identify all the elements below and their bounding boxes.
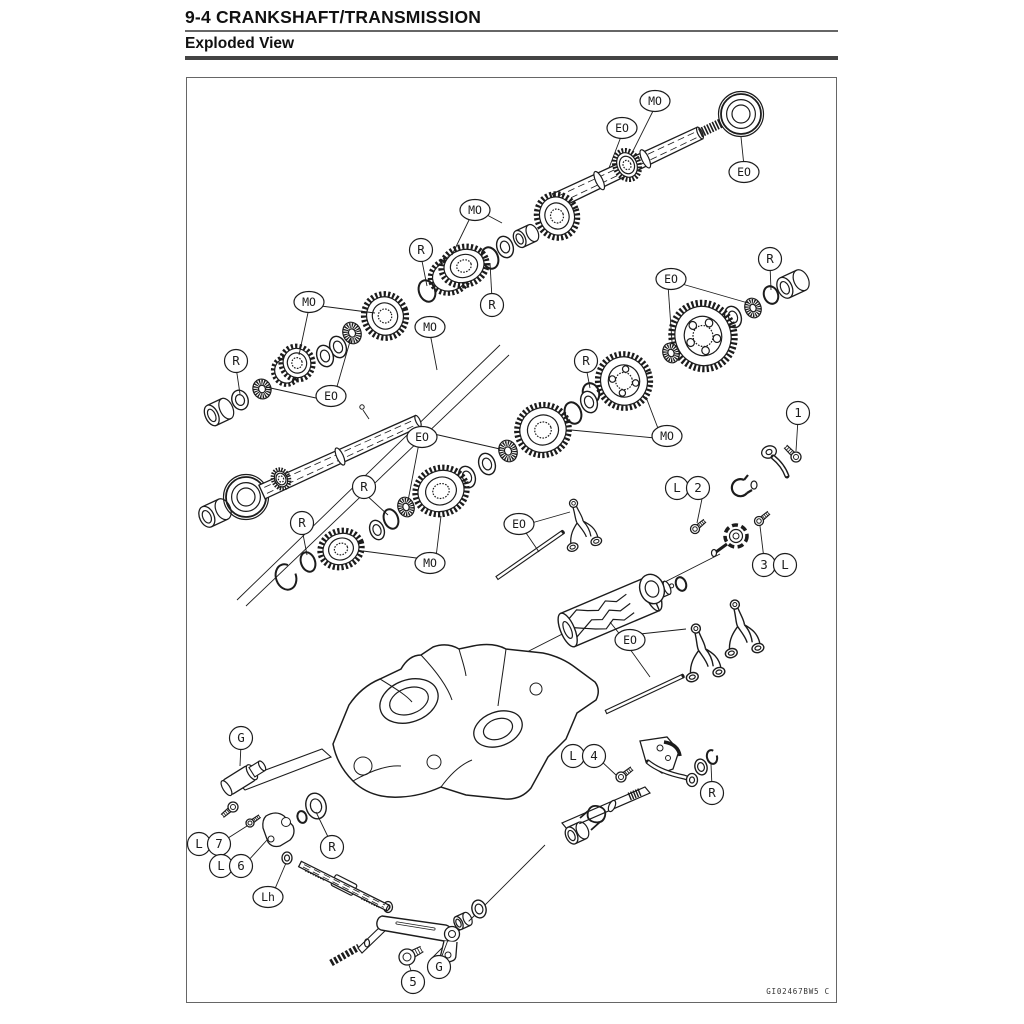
stopper-lever — [263, 813, 294, 864]
callout-bubble — [774, 554, 797, 577]
callout-label: MO — [468, 203, 482, 217]
callout-bubble — [410, 239, 433, 262]
callout-label: EO — [615, 121, 629, 135]
bushing — [774, 267, 813, 301]
callout-label: L — [195, 836, 203, 851]
callout-label: R — [766, 251, 774, 266]
callout-label: EO — [623, 633, 637, 647]
shift-fork — [712, 596, 764, 661]
bolt — [755, 511, 771, 525]
washer — [693, 758, 709, 777]
bolt — [784, 445, 801, 462]
callout-label: 7 — [215, 836, 223, 851]
callout-bubble — [230, 855, 253, 878]
shift-rod — [605, 674, 684, 714]
callout-bubble — [666, 477, 689, 500]
bolt — [616, 767, 633, 782]
callout-label: EO — [512, 517, 526, 531]
bolt — [246, 815, 261, 827]
callout-label: L — [781, 557, 789, 572]
callout-label: 5 — [409, 974, 417, 989]
callout-label: 1 — [794, 405, 802, 420]
callout-bubble — [687, 477, 710, 500]
washer — [470, 898, 488, 919]
callout-label: L — [673, 480, 681, 495]
bolt — [691, 519, 707, 533]
callout-label: EO — [324, 389, 338, 403]
callout-label: G — [237, 730, 245, 745]
callout-bubble — [225, 350, 248, 373]
gear — [590, 347, 657, 416]
callout-bubble — [407, 427, 437, 448]
callout-bubble — [402, 971, 425, 994]
callout-label: MO — [302, 295, 316, 309]
snap-ring — [272, 561, 300, 592]
callout-label: Lh — [261, 890, 275, 904]
callout-bubble — [481, 294, 504, 317]
callout-bubble — [428, 956, 451, 979]
callout-label: R — [708, 785, 716, 800]
callout-bubble — [353, 476, 376, 499]
callout-bubble — [253, 887, 283, 908]
callout-bubble — [759, 248, 782, 271]
callout-label: MO — [423, 556, 437, 570]
callout-bubble — [321, 836, 344, 859]
leader-lines — [225, 107, 798, 976]
callout-bubble — [504, 514, 534, 535]
callout-bubble — [415, 553, 445, 574]
callout-label: G — [435, 959, 443, 974]
callout-label: R — [360, 479, 368, 494]
shift-fork — [553, 495, 602, 555]
needle-bearing — [742, 296, 764, 320]
figure-code: GI02467BW5 C — [766, 987, 830, 996]
callout-label: R — [417, 242, 425, 257]
callout-bubble — [656, 269, 686, 290]
callout-bubble — [294, 292, 324, 313]
callout-bubble — [753, 554, 776, 577]
detent-assembly — [712, 444, 788, 557]
callout-label: R — [488, 297, 496, 312]
crankcase-half — [236, 645, 598, 800]
needle-bearing — [250, 377, 274, 402]
callout-label: L — [217, 858, 225, 873]
page-title: 9-4 CRANKSHAFT/TRANSMISSION — [185, 7, 482, 27]
callout-label: 3 — [760, 557, 768, 572]
bolt — [399, 946, 423, 965]
ball-bearing — [719, 92, 764, 137]
callout-bubble — [787, 402, 810, 425]
callout-bubble — [208, 833, 231, 856]
callout-label: R — [582, 353, 590, 368]
snap-ring — [296, 810, 308, 824]
callout-label: MO — [660, 429, 674, 443]
shift-rod — [496, 530, 565, 579]
callout-label: 6 — [237, 858, 245, 873]
callout-bubble — [652, 426, 682, 447]
callout-label: MO — [423, 320, 437, 334]
bushing — [511, 223, 541, 250]
callout-bubble — [230, 727, 253, 750]
callout-bubble — [607, 118, 637, 139]
callout-label: EO — [664, 272, 678, 286]
section-title: Exploded View — [185, 35, 295, 52]
callout-bubble — [316, 386, 346, 407]
callout-bubble — [640, 91, 670, 112]
callout-bubble — [460, 200, 490, 221]
callout-bubble — [575, 350, 598, 373]
washer — [476, 451, 499, 477]
callout-bubble — [615, 630, 645, 651]
snap-ring — [674, 576, 688, 593]
callout-label: EO — [737, 165, 751, 179]
shaft — [299, 861, 391, 911]
bolt — [221, 802, 238, 817]
callout-label: EO — [415, 430, 429, 444]
callout-label: 4 — [590, 748, 598, 763]
callout-bubble — [415, 317, 445, 338]
callout-bubble — [291, 512, 314, 535]
gear — [358, 288, 413, 344]
ball-bearing — [224, 475, 269, 520]
callout-label: R — [232, 353, 240, 368]
callout-label: R — [298, 515, 306, 530]
callout-bubble — [701, 782, 724, 805]
callout-label: L — [569, 748, 577, 763]
callout-label: 2 — [694, 480, 702, 495]
callout-bubble — [562, 745, 585, 768]
snap-ring — [705, 749, 718, 765]
callout-label: R — [328, 839, 336, 854]
ball-pin — [360, 405, 369, 419]
callout-bubble — [729, 162, 759, 183]
callout-label: MO — [648, 94, 662, 108]
callout-bubble — [583, 745, 606, 768]
